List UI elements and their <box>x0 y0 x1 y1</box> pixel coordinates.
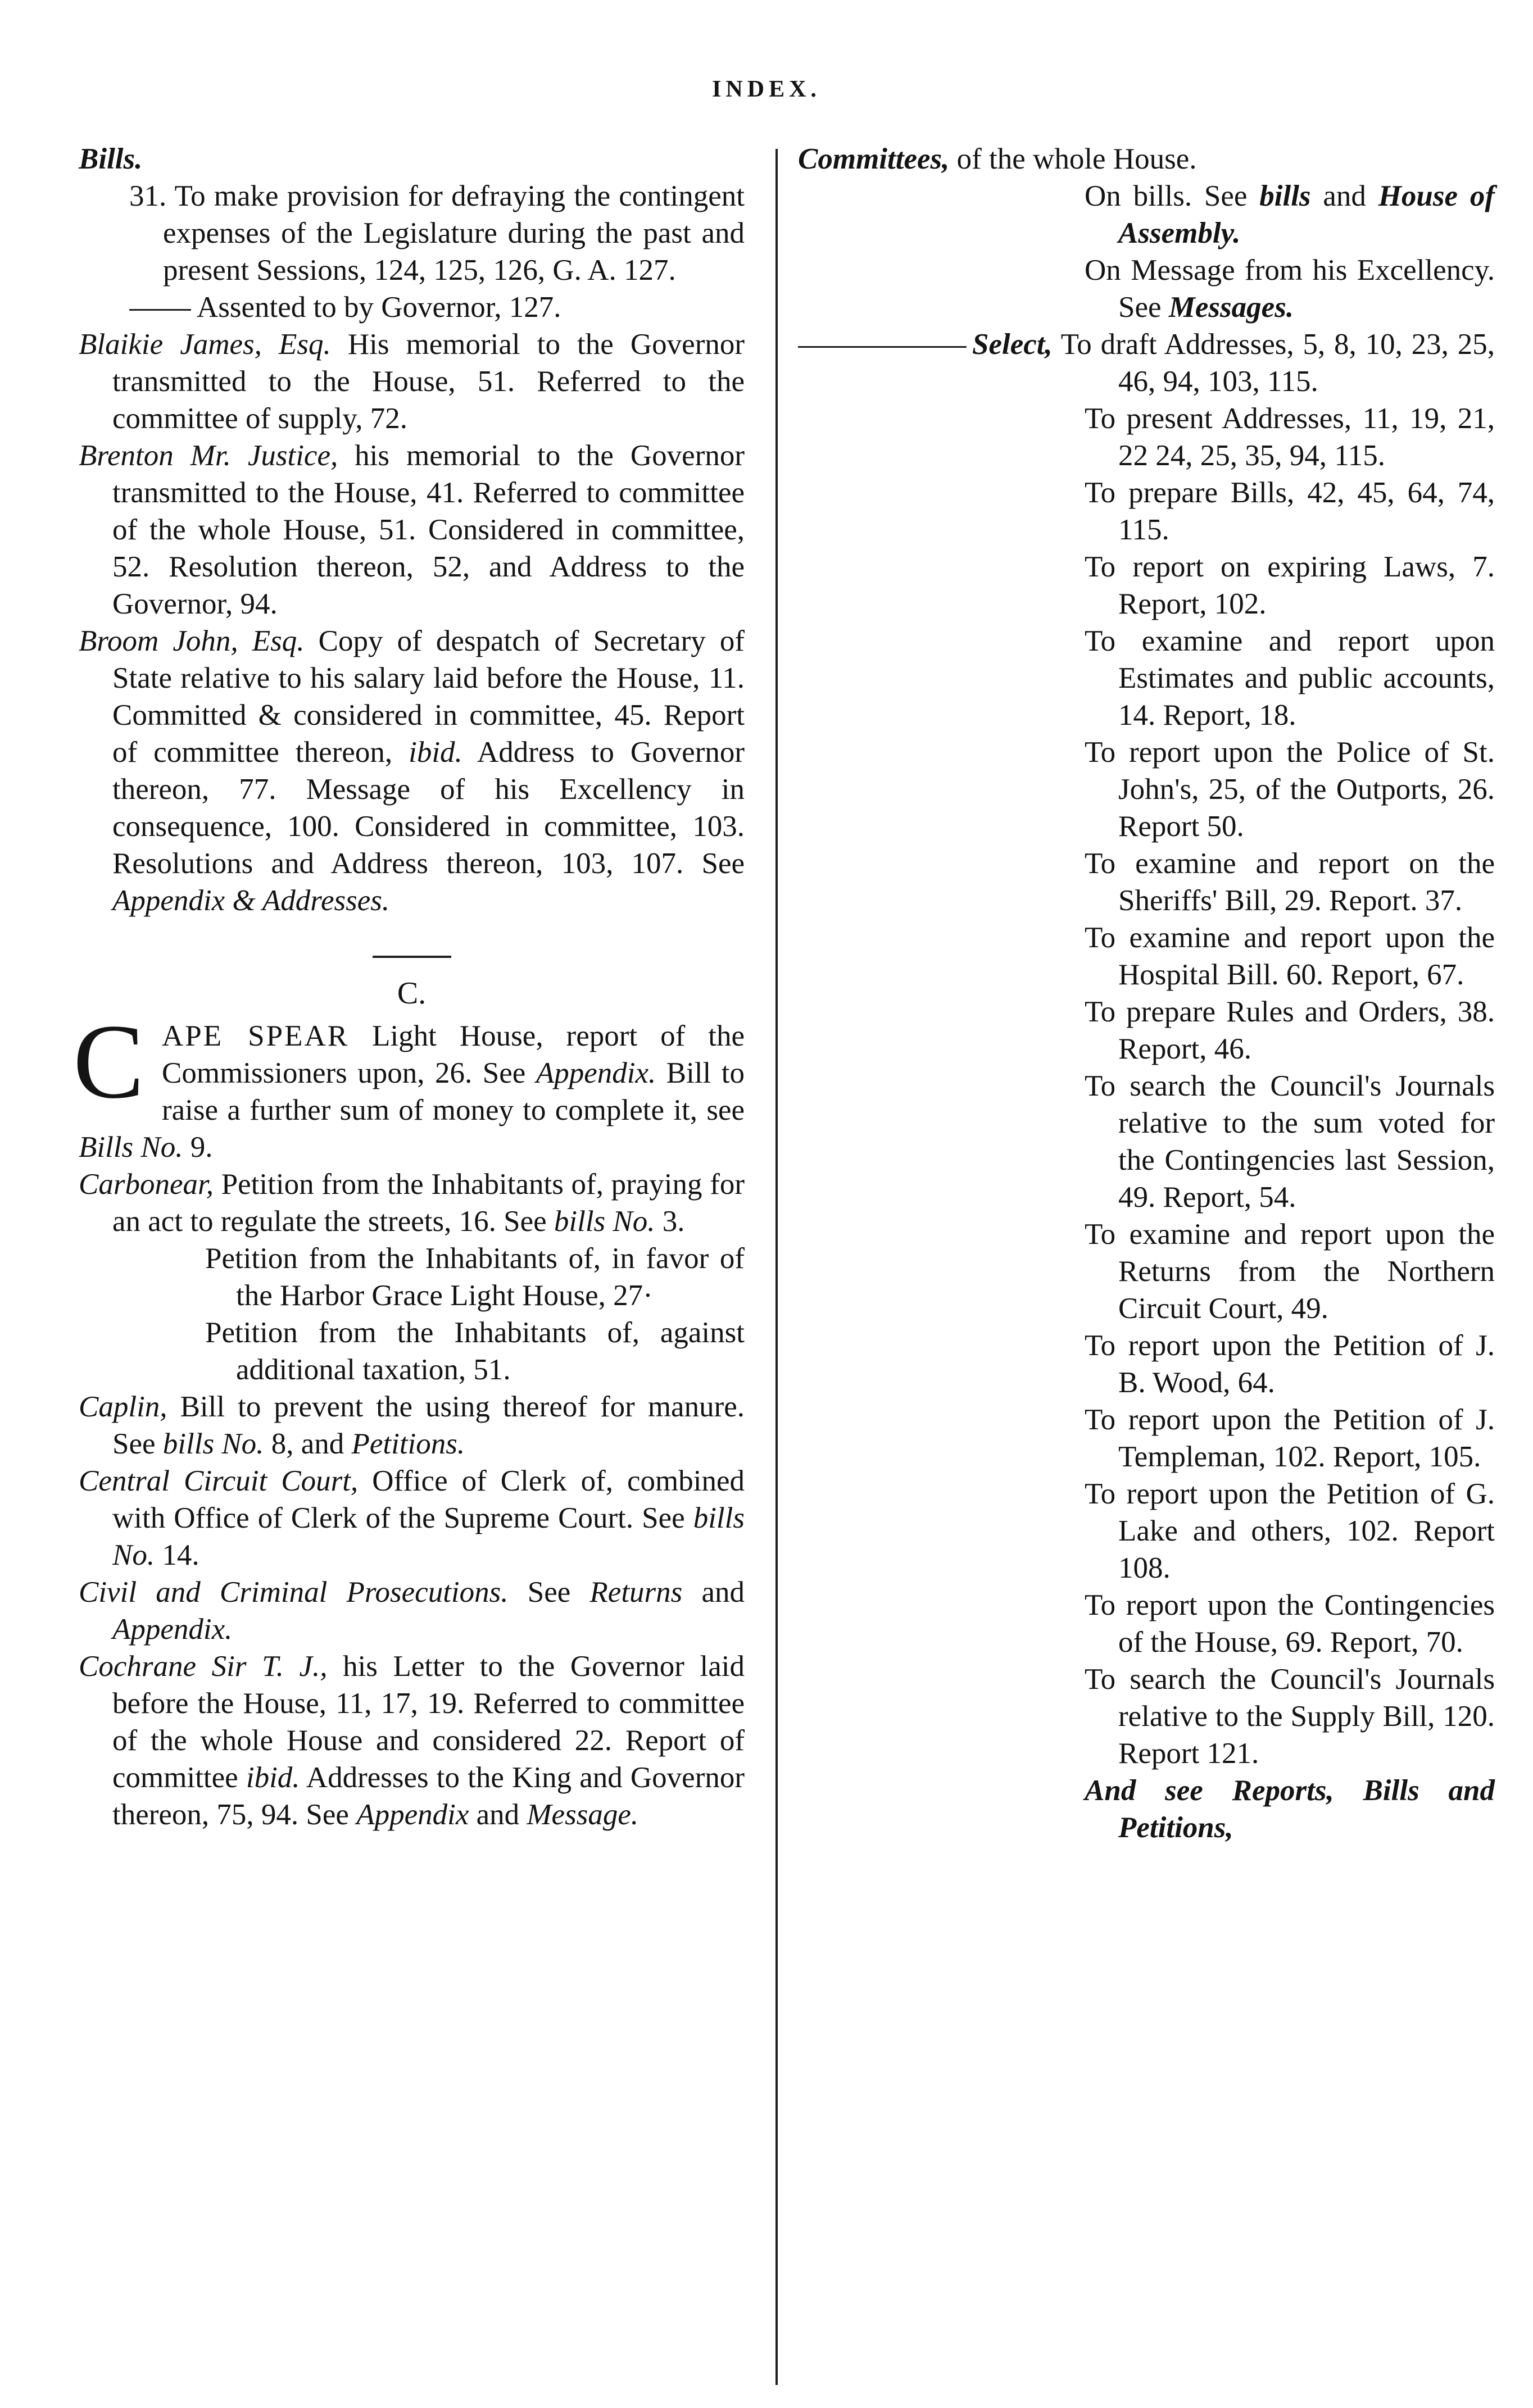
right-column <box>798 140 1495 1846</box>
entry-caplin: Caplin, Bill to prevent the using thereof for manure. See bills No. 8, and Petitions. <box>79 1391 745 1460</box>
entry-civil-criminal: Civil and Criminal Prosecutions. See Returns and Appendix. <box>79 1576 745 1646</box>
select-committee-item: To report upon the Petition of G. Lake and others, 102. Report 108. <box>1085 1478 1495 1584</box>
entry-central-circuit-court: Central Circuit Court, Office of Clerk of, combined with Office of Clerk of the Supreme Court. See bills No. 14. <box>79 1465 745 1571</box>
left-column <box>73 140 745 1833</box>
entry-name: Broom John, Esq. <box>79 625 305 657</box>
select-committee-item: To search the Council's Journals relative to the sum voted for the Contingencies last Session, 49. Report, 54. <box>1085 1070 1495 1214</box>
entry-name: Caplin, <box>79 1391 167 1423</box>
see-also-reference: And see Reports, Bills and Petitions, <box>1085 1774 1495 1844</box>
entry-name: Carbonear, <box>79 1168 214 1201</box>
entry-carbonear: Carbonear, Petition from the Inhabitants of, praying for an act to regulate the streets, 16. See bills No. 3. <box>79 1168 745 1238</box>
select-committee-item: To examine and report upon Estimates and public accounts, 14. Report, 18. <box>1085 625 1495 732</box>
bill-31-entry: 31. To make provision for defraying the contingent expenses of the Legislature during the past and present Sessions, 124, 125, 126, G. A. 127. <box>129 180 745 287</box>
entry-blaikie: Blaikie James, Esq. His memorial to the Governor transmitted to the House, 51. Referred to the committee of supply, 72. <box>79 328 745 435</box>
entry-name: Blaikie James, Esq. <box>79 328 331 361</box>
entry-committees: Committees, of the whole House. <box>798 143 1197 175</box>
committees-select: Select, To draft Addresses, 5, 8, 10, 23, 25, 46, 94, 103, 115. <box>798 326 1495 400</box>
select-committee-item: To report upon the Police of St. John's, 25, of the Outports, 26. Report 50. <box>1085 736 1495 843</box>
select-committee-item: To report upon the Petition of J. B. Wood, 64. <box>1085 1329 1495 1399</box>
entry-name: Central Circuit Court, <box>79 1465 359 1497</box>
select-committee-item: To prepare Rules and Orders, 38. Report, 46. <box>1085 996 1495 1065</box>
entry-name: Cochrane Sir T. J., <box>79 1650 328 1683</box>
entry-name: Brenton Mr. Justice, <box>79 439 338 472</box>
select-committee-item: To examine and report on the Sheriffs' Bill, 29. Report. 37. <box>1085 847 1495 917</box>
section-rule <box>373 956 451 958</box>
committees-on-message: On Message from his Excellency. See Messages. <box>1085 254 1495 324</box>
dash-rule <box>129 309 191 311</box>
drop-cap: C <box>73 1003 144 1121</box>
select-committee-item: To report on expiring Laws, 7. Report, 102. <box>1085 551 1495 620</box>
column-divider <box>775 149 778 2385</box>
entry-broom: Broom John, Esq. Copy of despatch of Secretary of State relative to his salary laid before the House, 11. Committed & considered in committee, 45. Report of committee thereon, ibid. Address to Governor thereon, 77. Message of his Excellency in consequence, 100. Considered in committee, 103. Resolutions and Address thereon, 103, 107. See Appendix & Addresses. <box>79 625 745 917</box>
bills-heading: Bills. <box>79 143 143 175</box>
select-committee-item: To present Addresses, 11, 19, 21, 22 24, 25, 35, 94, 115. <box>1085 402 1495 472</box>
select-committee-item: To examine and report upon the Returns from the Northern Circuit Court, 49. <box>1085 1218 1495 1325</box>
select-committee-item: To examine and report upon the Hospital Bill. 60. Report, 67. <box>1085 921 1495 991</box>
running-head: INDEX. <box>712 76 821 102</box>
entry-cochrane: Cochrane Sir T. J., his Letter to the Governor laid before the House, 11, 17, 19. Referred to committee of the whole House and considered 22. Report of committee ibid. Addresses to the King and Governor thereon, 75, 94. See Appendix and Message. <box>79 1650 745 1831</box>
entry-name: Civil and Criminal Prosecutions. <box>79 1576 509 1609</box>
entry-name: Committees, <box>798 143 950 175</box>
carbonear-subentry-1: Petition from the Inhabitants of, in favor of the Harbor Grace Light House, 27· <box>205 1242 745 1312</box>
select-committee-item: To search the Council's Journals relative to the Supply Bill, 120. Report 121. <box>1085 1663 1495 1770</box>
select-committee-item: To report upon the Petition of J. Templeman, 102. Report, 105. <box>1085 1403 1495 1473</box>
entry-brenton: Brenton Mr. Justice, his memorial to the Governor transmitted to the House, 41. Referred to committee of the whole House, 51. Considered in committee, 52. Resolution thereon, 52, and Address to the Governor, 94. <box>79 439 745 620</box>
committees-on-bills: On bills. See bills and House of Assembly. <box>1085 180 1495 249</box>
section-letter-c: C. <box>397 976 427 1011</box>
carbonear-subentry-2: Petition from the Inhabitants of, against additional taxation, 51. <box>205 1316 745 1386</box>
select-committee-item: To prepare Bills, 42, 45, 64, 74, 115. <box>1085 476 1495 546</box>
entry-cape-spear: CAPE SPEAR Light House, report of the Commissioners upon, 26. See Appendix. Bill to raise a further sum of money to complete it, see Bills No. 9. <box>73 1003 745 1164</box>
dash-rule <box>798 346 967 348</box>
select-committee-item: To report upon the Contingencies of the House, 69. Report, 70. <box>1085 1589 1495 1659</box>
bill-31-assent: Assented to by Governor, 127. <box>79 289 745 326</box>
